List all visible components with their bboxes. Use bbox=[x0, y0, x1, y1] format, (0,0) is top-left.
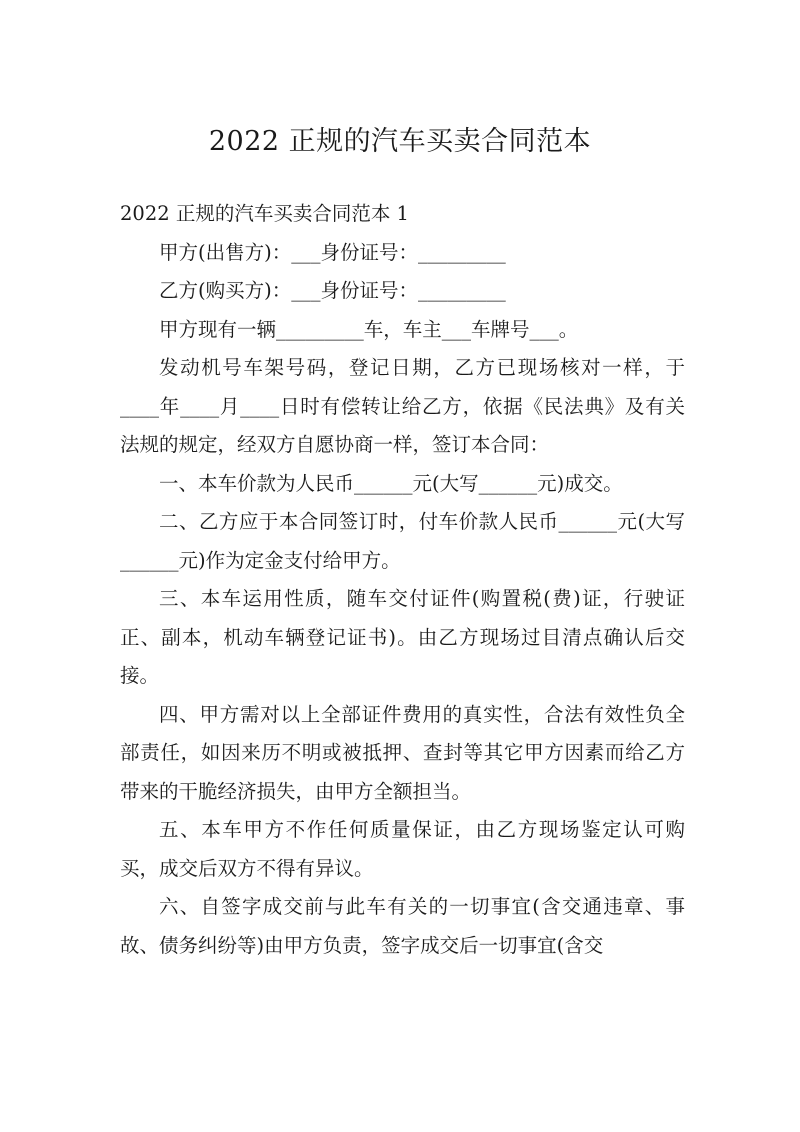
clause-6: 六、自签字成交前与此车有关的一切事宜(含交通违章、事故、债务纠纷等)由甲方负责，签字成交后一切事宜(含交 bbox=[120, 895, 685, 957]
document-title: 2022 正规的汽车买卖合同范本 bbox=[208, 126, 592, 157]
clause-1: 一、本车价款为人民币______元(大写______元)成交。 bbox=[159, 471, 623, 495]
preamble-paragraph: 发动机号车架号码，登记日期，乙方已现场核对一样，于____年____月____日时有偿转让给乙方，依据《民法典》及有关法规的规定，经双方自愿协商一样，签订本合同： bbox=[120, 356, 685, 456]
clause-3: 三、本车运用性质，随车交付证件(购置税(费)证，行驶证正、副本，机动车辆登记证书)。由乙方现场过目清点确认后交接。 bbox=[120, 587, 685, 687]
clause-2: 二、乙方应于本合同签订时，付车价款人民币______元(大写______元)作为定金支付给甲方。 bbox=[120, 510, 685, 572]
document-body bbox=[120, 195, 685, 965]
clause-4: 四、甲方需对以上全部证件费用的真实性，合法有效性负全部责任，如因来历不明或被抵押、查封等其它甲方因素而给乙方带来的干脆经济损失，由甲方全额担当。 bbox=[120, 702, 685, 803]
party-b-line: 乙方(购买方)：___身份证号：_________ bbox=[159, 279, 506, 302]
party-a-line: 甲方(出售方)：___身份证号：_________ bbox=[159, 240, 506, 264]
clause-5: 五、本车甲方不作任何质量保证，由乙方现场鉴定认可购买，成交后双方不得有异议。 bbox=[120, 818, 685, 880]
vehicle-line: 甲方现有一辆_________车，车主___车牌号___。 bbox=[159, 317, 579, 341]
document-subtitle: 2022 正规的汽车买卖合同范本 1 bbox=[120, 202, 409, 225]
